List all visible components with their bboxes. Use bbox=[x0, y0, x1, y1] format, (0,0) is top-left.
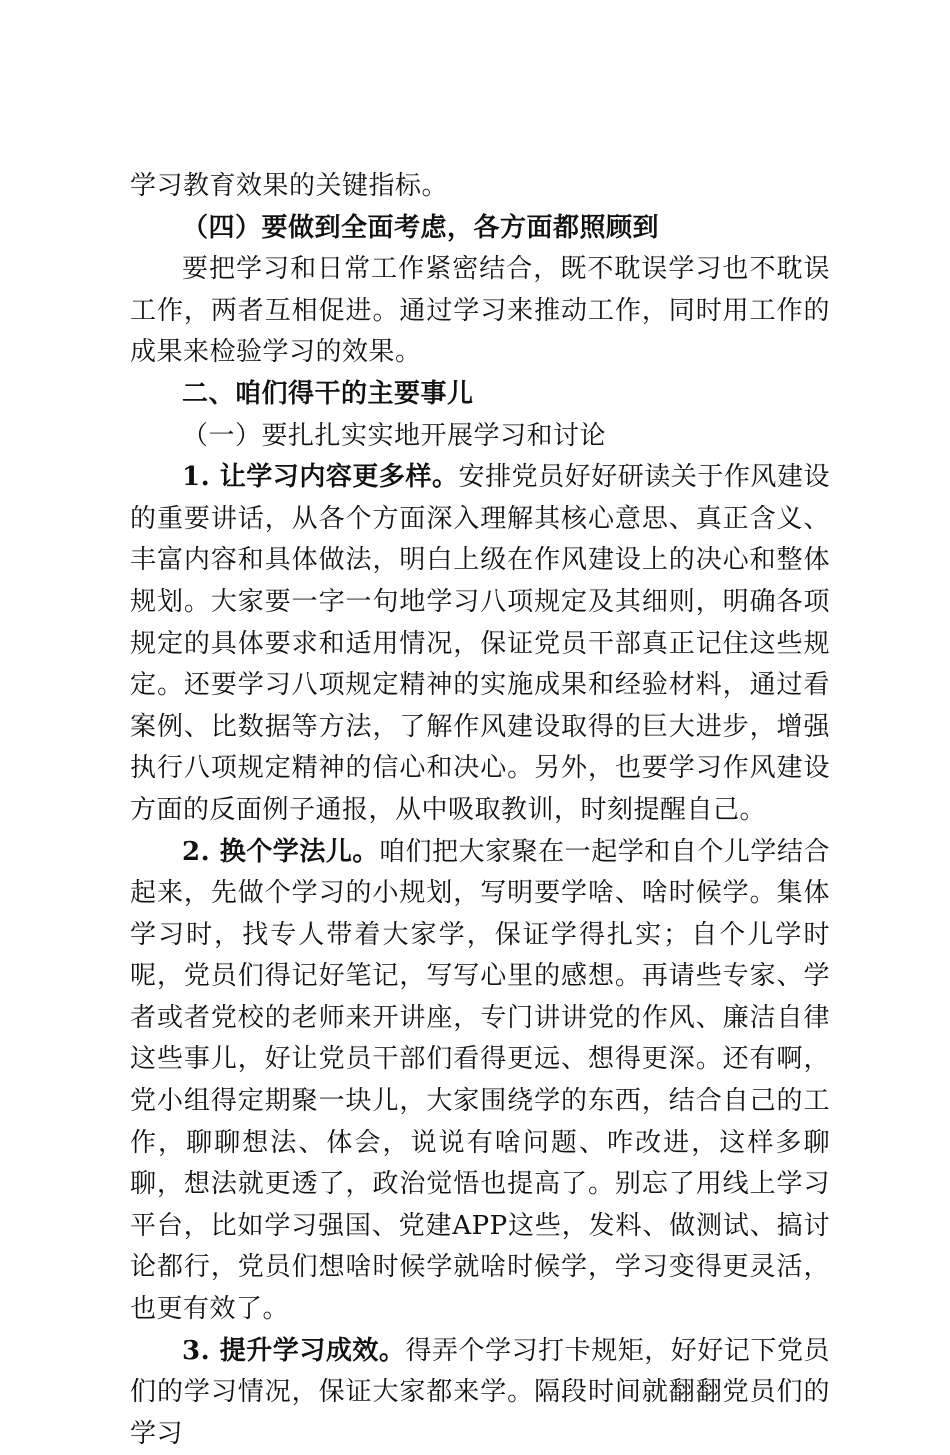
section-four-heading: （四）要做到全面考虑，各方面都照顾到 bbox=[182, 212, 660, 243]
subsection-one-heading: （一）要扎扎实实地开展学习和讨论 bbox=[182, 420, 607, 451]
document-body bbox=[130, 166, 830, 1455]
section-four-paragraph: 要把学习和日常工作紧密结合，既不耽误学习也不耽误工作，两者互相促进。通过学习来推动工作，同时用工作的成果来检验学习的效果。 bbox=[130, 254, 830, 368]
item-1-paragraph bbox=[130, 457, 830, 831]
item-3-lead: 3. 提升学习成效。 bbox=[182, 1335, 406, 1366]
item-2-body: 咱们把大家聚在一起学和自个儿学结合起来，先做个学习的小规划，写明要学啥、啥时候学。集体学习时，找专人带着大家学，保证学得扎实；自个儿学时呢，党员们得记好笔记，写写心里的感想。再请些专家、学者或者党校的老师来开讲座，专门讲讲党的作风、廉洁自律这些事儿，好让党员干部们看得更远、想得更深。还有啊，党小组得定期聚一块儿，大家围绕学的东西，结合自己的工作，聊聊想法、体会，说说有啥问题、咋改进，这样多聊聊，想法就更透了，政治觉悟也提高了。别忘了用线上学习平台，比如学习强国、党建APP这些，发料、做测试、搞讨论都行，党员们想啥时候学就啥时候学，学习变得更灵活，也更有效了。 bbox=[130, 836, 830, 1325]
item-1-body: 安排党员好好研读关于作风建设的重要讲话，从各个方面深入理解其核心意思、真正含义、丰富内容和具体做法，明白上级在作风建设上的决心和整体规划。大家要一字一句地学习八项规定及其细则，明确各项规定的具体要求和适用情况，保证党员干部真正记住这些规定。还要学习八项规定精神的实施成果和经验材料，通过看案例、比数据等方法，了解作风建设取得的巨大进步，增强执行八项规定精神的信心和决心。另外，也要学习作风建设方面的反面例子通报，从中吸取教训，时刻提醒自己。 bbox=[130, 462, 830, 825]
item-3-body: 得弄个学习打卡规矩，好好记下党员们的学习情况，保证大家都来学。隔段时间就翻翻党员们的学习 bbox=[130, 1335, 830, 1449]
part-two-heading: 二、咱们得干的主要事儿 bbox=[182, 378, 474, 409]
continuation-paragraph: 学习教育效果的关键指标。 bbox=[130, 171, 449, 201]
item-2-paragraph bbox=[130, 832, 830, 1331]
item-2-lead: 2. 换个学法儿。 bbox=[182, 836, 379, 867]
item-3-paragraph bbox=[130, 1331, 830, 1455]
item-1-lead: 1. 让学习内容更多样。 bbox=[182, 462, 459, 493]
